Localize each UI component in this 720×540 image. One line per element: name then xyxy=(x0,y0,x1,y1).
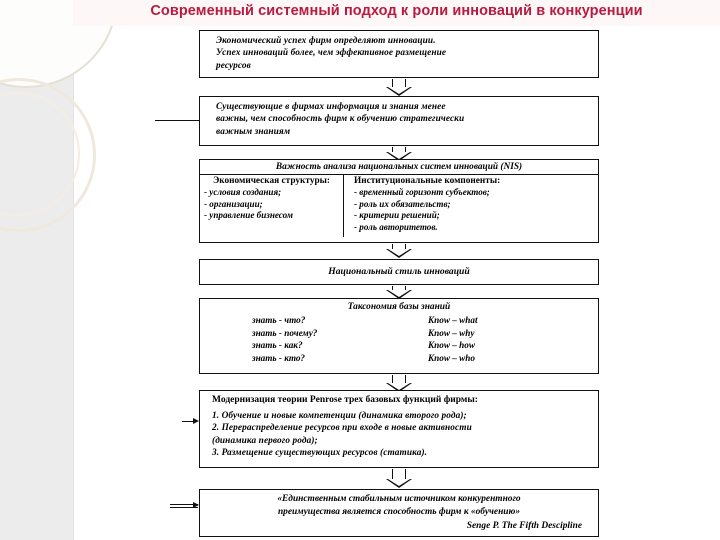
box3-left-column xyxy=(200,175,344,237)
knowledge-learning-box xyxy=(199,96,599,146)
taxonomy-ru-4: знать - кто? xyxy=(252,352,306,363)
taxonomy-row xyxy=(200,327,598,340)
box6-line-1: 1. Обучение и новые компетенции (динамика второго рода); xyxy=(212,411,467,421)
box3-right-item-4: - роль авторитетов. xyxy=(354,221,438,232)
taxonomy-ru-1: знать - что? xyxy=(252,315,306,325)
innovation-success-box xyxy=(199,30,599,78)
box7-quote-line-1: «Единственным стабильным источником конкурентного xyxy=(277,494,521,504)
penrose-theory-box xyxy=(199,390,599,468)
box4-text: Национальный стиль инноваций xyxy=(328,266,470,277)
box1-line-3: ресурсов xyxy=(216,60,251,71)
connector-line-left-box2 xyxy=(155,120,200,121)
taxonomy-en-2: Know – why xyxy=(428,327,475,338)
box3-left-item-2: - организации; xyxy=(204,198,263,209)
taxonomy-row xyxy=(200,314,598,327)
box3-left-item-1: - условия создания; xyxy=(204,187,282,198)
knowledge-taxonomy-box xyxy=(199,298,599,374)
box3-right-title: Институциональные компоненты: xyxy=(354,176,501,186)
box3-header: Важность анализа национальных систем инноваций (NIS) xyxy=(200,160,598,175)
box2-line-1: Существующие в фирмах информация и знания менее xyxy=(216,102,446,112)
box3-right-column xyxy=(344,175,598,237)
national-innovation-style-box xyxy=(199,259,599,285)
box3-right-item-3: - критерии решений; xyxy=(354,210,440,221)
box7-quote-line-2: преимущества является способность фирм к «обучению» xyxy=(277,507,521,518)
box5-header: Таксономия базы знаний xyxy=(347,302,451,312)
box1-line-2: Успех инноваций более, чем эффективное размещение xyxy=(216,48,447,59)
box2-line-3: важным знаниям xyxy=(216,126,291,137)
box6-line-2: 2. Перераспределение ресурсов при входе в новые активности xyxy=(212,423,472,434)
box1-line-1: Экономический успех фирм определяют инновации. xyxy=(216,36,436,46)
box3-left-title: Экономическая структуры: xyxy=(212,176,330,186)
box3-left-item-3: - управление бизнесом xyxy=(204,210,294,221)
box6-header: Модернизация теории Penrose трех базовых функций фирмы: xyxy=(212,395,478,405)
taxonomy-en-1: Know – what xyxy=(428,315,478,325)
senge-quote-box xyxy=(199,489,599,537)
nis-analysis-box xyxy=(199,159,599,243)
taxonomy-ru-3: знать - как? xyxy=(252,340,303,351)
box6-line-3: (динамика первого рода); xyxy=(212,435,318,446)
page-title: Современный системный подход к роли инноваций в конкуренции xyxy=(150,3,643,19)
box2-line-2: важны, чем способность фирм к обучению стратегически xyxy=(216,114,465,125)
box6-line-4: 3. Размещение существующих ресурсов (статика). xyxy=(212,447,428,458)
taxonomy-ru-2: знать - почему? xyxy=(252,327,318,338)
taxonomy-en-3: Know – how xyxy=(428,340,475,351)
box3-right-item-2: - роль их обязательств; xyxy=(354,198,451,209)
taxonomy-en-4: Know – who xyxy=(428,352,475,363)
taxonomy-row xyxy=(200,339,598,352)
box3-right-item-1: - временный горизонт субъектов; xyxy=(354,187,490,198)
taxonomy-row xyxy=(200,352,598,365)
box7-source: Senge P. The Fifth Descipline xyxy=(466,520,582,531)
